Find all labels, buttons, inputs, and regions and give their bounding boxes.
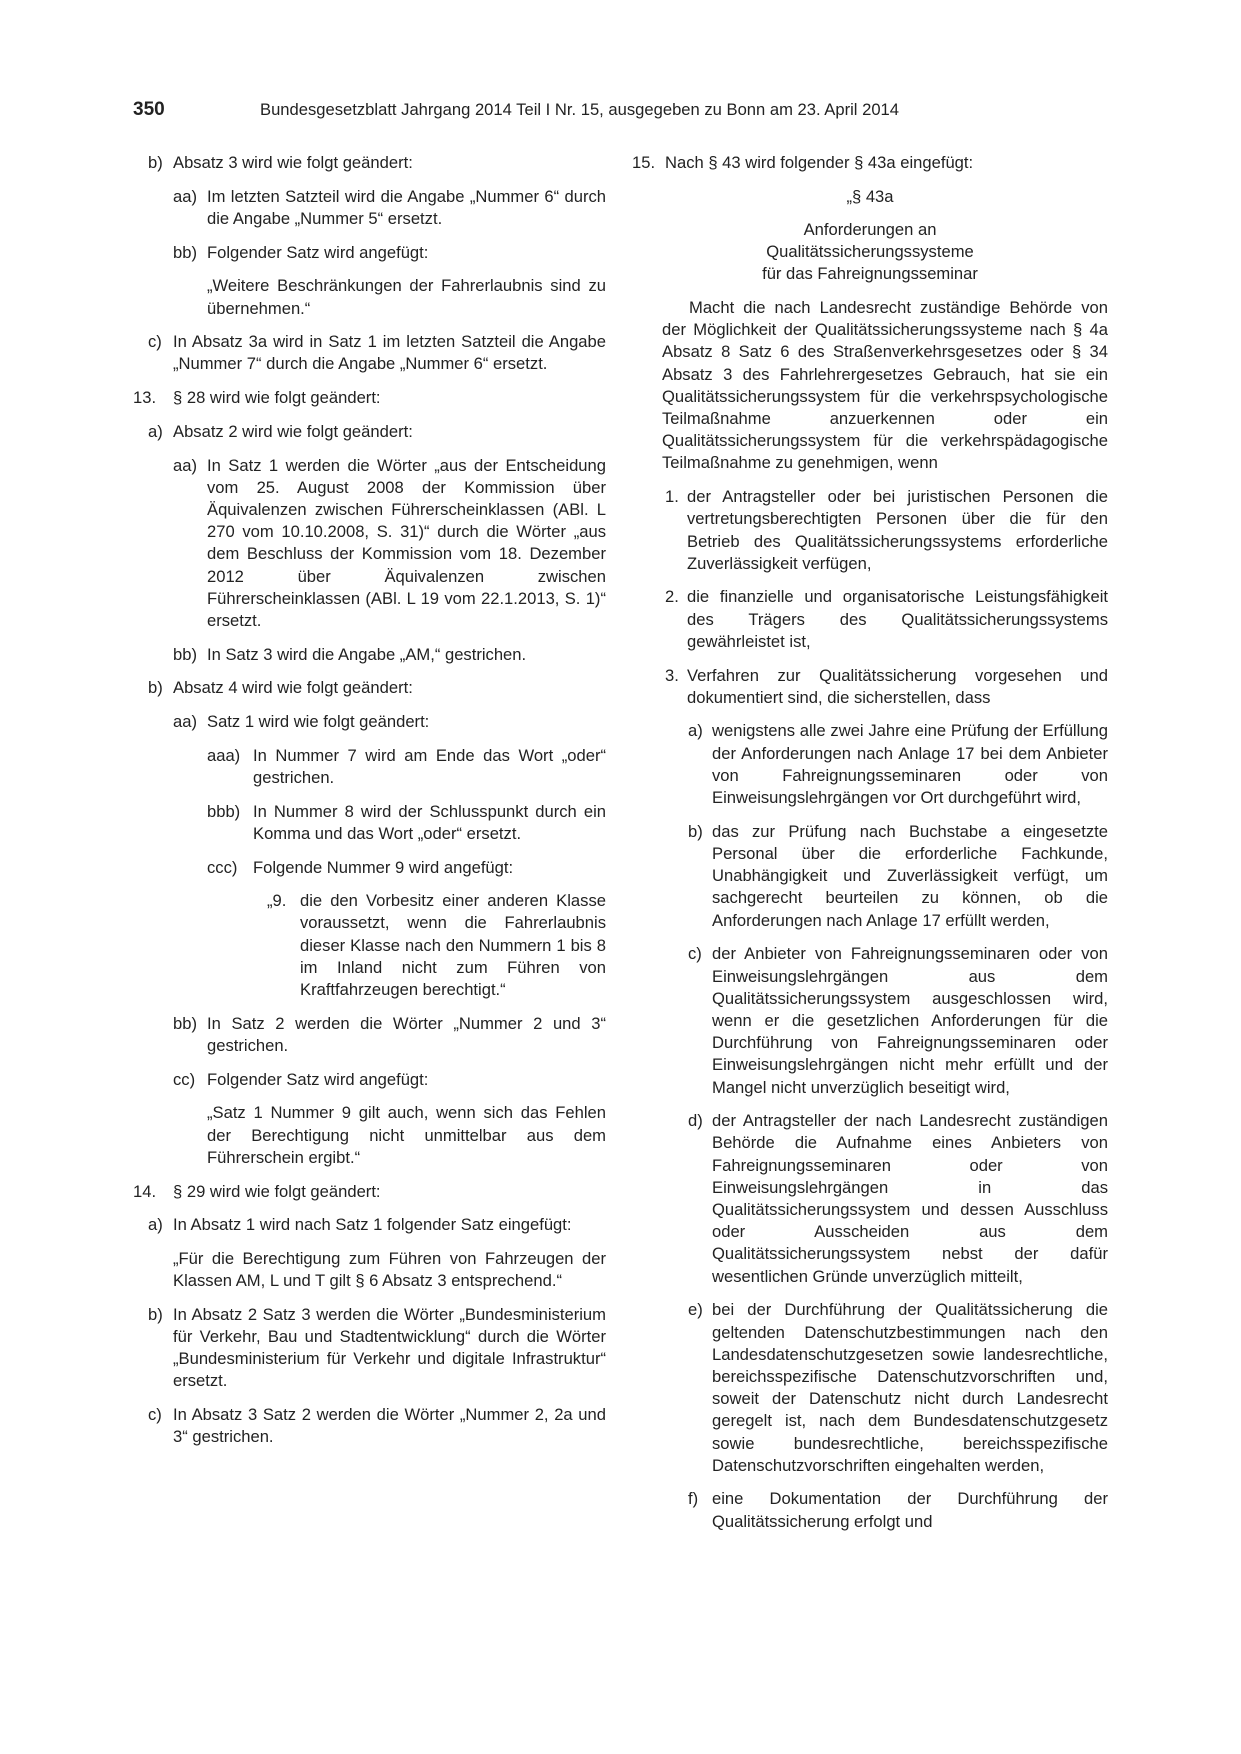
list-item: 2. die finanzielle und organisatorische Leistungsfähigkeit des Trägers des Qualitätssicherungssystems gewährleistet ist, [665,587,1108,651]
list-item: a) Absatz 2 wird wie folgt geändert: [148,421,413,441]
list-item: „9. die den Vorbesitz einer anderen Klasse voraussetzt, wenn die Fahrerlaubnis dieser Klasse nach den Nummern 1 bis 8 im Inland nicht zum Führen von Kraftfahrzeugen berechtigt.“ [267,891,606,1000]
list-item: aaa) In Nummer 7 wird am Ende das Wort „oder“ gestrichen. [207,745,606,787]
right-column [632,152,1108,1544]
list-item: c) In Absatz 3 Satz 2 werden die Wörter „Nummer 2, 2a und 3“ gestrichen. [148,1405,606,1447]
list-item: aa) Satz 1 wird wie folgt geändert: [173,712,430,732]
page-number: 350 [133,99,165,120]
list-item: f) eine Dokumentation der Durchführung der Qualitätssicherung erfolgt und [688,1489,1108,1531]
left-column [133,152,606,1460]
list-item: b) das zur Prüfung nach Buchstabe a eingesetzte Personal über die erforderliche Fachkunde, Unabhängigkeit und Zuverlässigkeit verfügt, um sachgerecht beurteilen zu können, ob die Anforderungen nach Anlage 17 erfüllt werden, [688,821,1108,930]
quoted-text: „Für die Berechtigung zum Führen von Fahrzeugen der Klassen AM, L und T gilt § 6 Absatz 3 entsprechend.“ [173,1248,606,1291]
list-item: 3. Verfahren zur Qualitätssicherung vorgesehen und dokumentiert sind, die sicherstellen, dass [665,665,1108,707]
quoted-text: „Weitere Beschränkungen der Fahrerlaubnis sind zu übernehmen.“ [207,276,606,318]
list-item: ccc) Folgende Nummer 9 wird angefügt: [207,857,514,877]
list-item: bb) In Satz 3 wird die Angabe „AM,“ gestrichen. [173,644,527,664]
list-item: bb) Folgender Satz wird angefügt: [173,242,429,262]
list-item: 14. § 29 wird wie folgt geändert: [133,1181,381,1201]
intro-paragraph: Macht die nach Landesrecht zuständige Behörde von der Möglichkeit der Qualitätssicherungssysteme nach § 4a Absatz 8 Satz 6 des Straßenverkehrsgesetzes oder § 34 Absatz 3 des Fahrlehrergesetzes Gebrauch, hat sie ein Qualitätssicherungssystem für die verkehrspsychologische Teilmaßnahme anzuerkennen oder ein Qualitätssicherungssystem für die verkehrspädagogische Teilmaßnahme zu genehmigen, wenn [662,298,1108,473]
list-item: b) Absatz 4 wird wie folgt geändert: [148,678,413,698]
quoted-text: „Satz 1 Nummer 9 gilt auch, wenn sich das Fehlen der Berechtigung nicht unmittelbar aus dem Führerschein ergibt.“ [207,1103,606,1167]
list-item: a) wenigstens alle zwei Jahre eine Prüfung der Erfüllung der Anforderungen nach Anlage 17 bei dem Anbieter von Fahreignungsseminaren oder von Einweisungslehrgängen vor Ort durchgeführt wird, [688,721,1108,808]
list-item: d) der Antragsteller der nach Landesrecht zuständigen Behörde die Aufnahme eines Anbieters von Fahreignungsseminaren oder von Einweisungslehrgängen in das Qualitätssicherungssystem und dessen Ausschluss oder Ausscheiden aus dem Qualitätssicherungssystem nebst der dafür wesentlichen Gründe unverzüglich mitteilt, [688,1111,1108,1286]
list-item: c) der Anbieter von Fahreignungsseminaren oder von Einweisungslehrgängen aus dem Qualitätssicherungssystem ausgeschlossen wird, wenn er die gesetzlichen Anforderungen für die Durchführung von Fahreignungsseminaren oder Einweisungslehrgängen nicht mehr erfüllt und der Mangel nicht unverzüglich beseitigt wird, [688,944,1108,1097]
list-item: 13. § 28 wird wie folgt geändert: [133,388,381,408]
list-item: 1. der Antragsteller oder bei juristischen Personen die vertretungsberechtigten Personen über die für den Betrieb des Qualitätssicherungssystems erforderliche Zuverlässigkeit verfügen, [665,487,1108,573]
section-number: „§ 43a [846,186,894,206]
list-item: bbb) In Nummer 8 wird der Schlusspunkt durch ein Komma und das Wort „oder“ ersetzt. [207,801,606,843]
section-title: Anforderungen an Qualitätssicherungssysteme für das Fahreignungsseminar [762,219,978,284]
list-item: aa) In Satz 1 werden die Wörter „aus der Entscheidung vom 25. August 2008 der Kommission über Äquivalenzen zwischen Führerscheinklassen (ABl. L 270 vom 10.10.2008, S. 31)“ durch die Wörter „aus dem Beschluss der Kommission vom 18. Dezember 2012 über Äquivalenzen zwischen Führerscheinklassen (ABl. L 19 vom 22.1.2013, S. 1)“ ersetzt. [173,455,606,630]
list-item: 15. Nach § 43 wird folgender § 43a eingefügt: [632,153,974,172]
list-item: bb) In Satz 2 werden die Wörter „Nummer 2 und 3“ gestrichen. [173,1013,606,1055]
list-item: a) In Absatz 1 wird nach Satz 1 folgender Satz eingefügt: [148,1215,572,1235]
running-title: Bundesgesetzblatt Jahrgang 2014 Teil I Nr. 15, ausgegeben zu Bonn am 23. April 2014 [260,100,900,119]
list-item: aa) Im letzten Satzteil wird die Angabe „Nummer 6“ durch die Angabe „Nummer 5“ ersetzt. [173,186,606,228]
list-item: c) In Absatz 3a wird in Satz 1 im letzten Satzteil die Angabe „Nummer 7“ durch die Angabe „Nummer 6“ ersetzt. [148,332,606,374]
list-item: e) bei der Durchführung der Qualitätssicherung die geltenden Datenschutzbestimmungen nach den Landesdatenschutzgesetzen sowie landesrechtliche, bereichsspezifische Datenschutzvorschriften und, soweit der Datenschutz nicht durch Landesrecht geregelt ist, nach dem Bundesdatenschutzgesetz sowie bundesrechtliche, bereichsspezifische Datenschutzvorschriften eingehalten werden, [688,1300,1108,1475]
list-item: b) In Absatz 2 Satz 3 werden die Wörter „Bundesministerium für Verkehr, Bau und Stadtentwicklung“ durch die Wörter „Bundesministerium für Verkehr und digitale Infrastruktur“ ersetzt. [148,1304,606,1391]
list-item: b) Absatz 3 wird wie folgt geändert: [148,153,413,172]
list-item: cc) Folgender Satz wird angefügt: [173,1069,429,1089]
